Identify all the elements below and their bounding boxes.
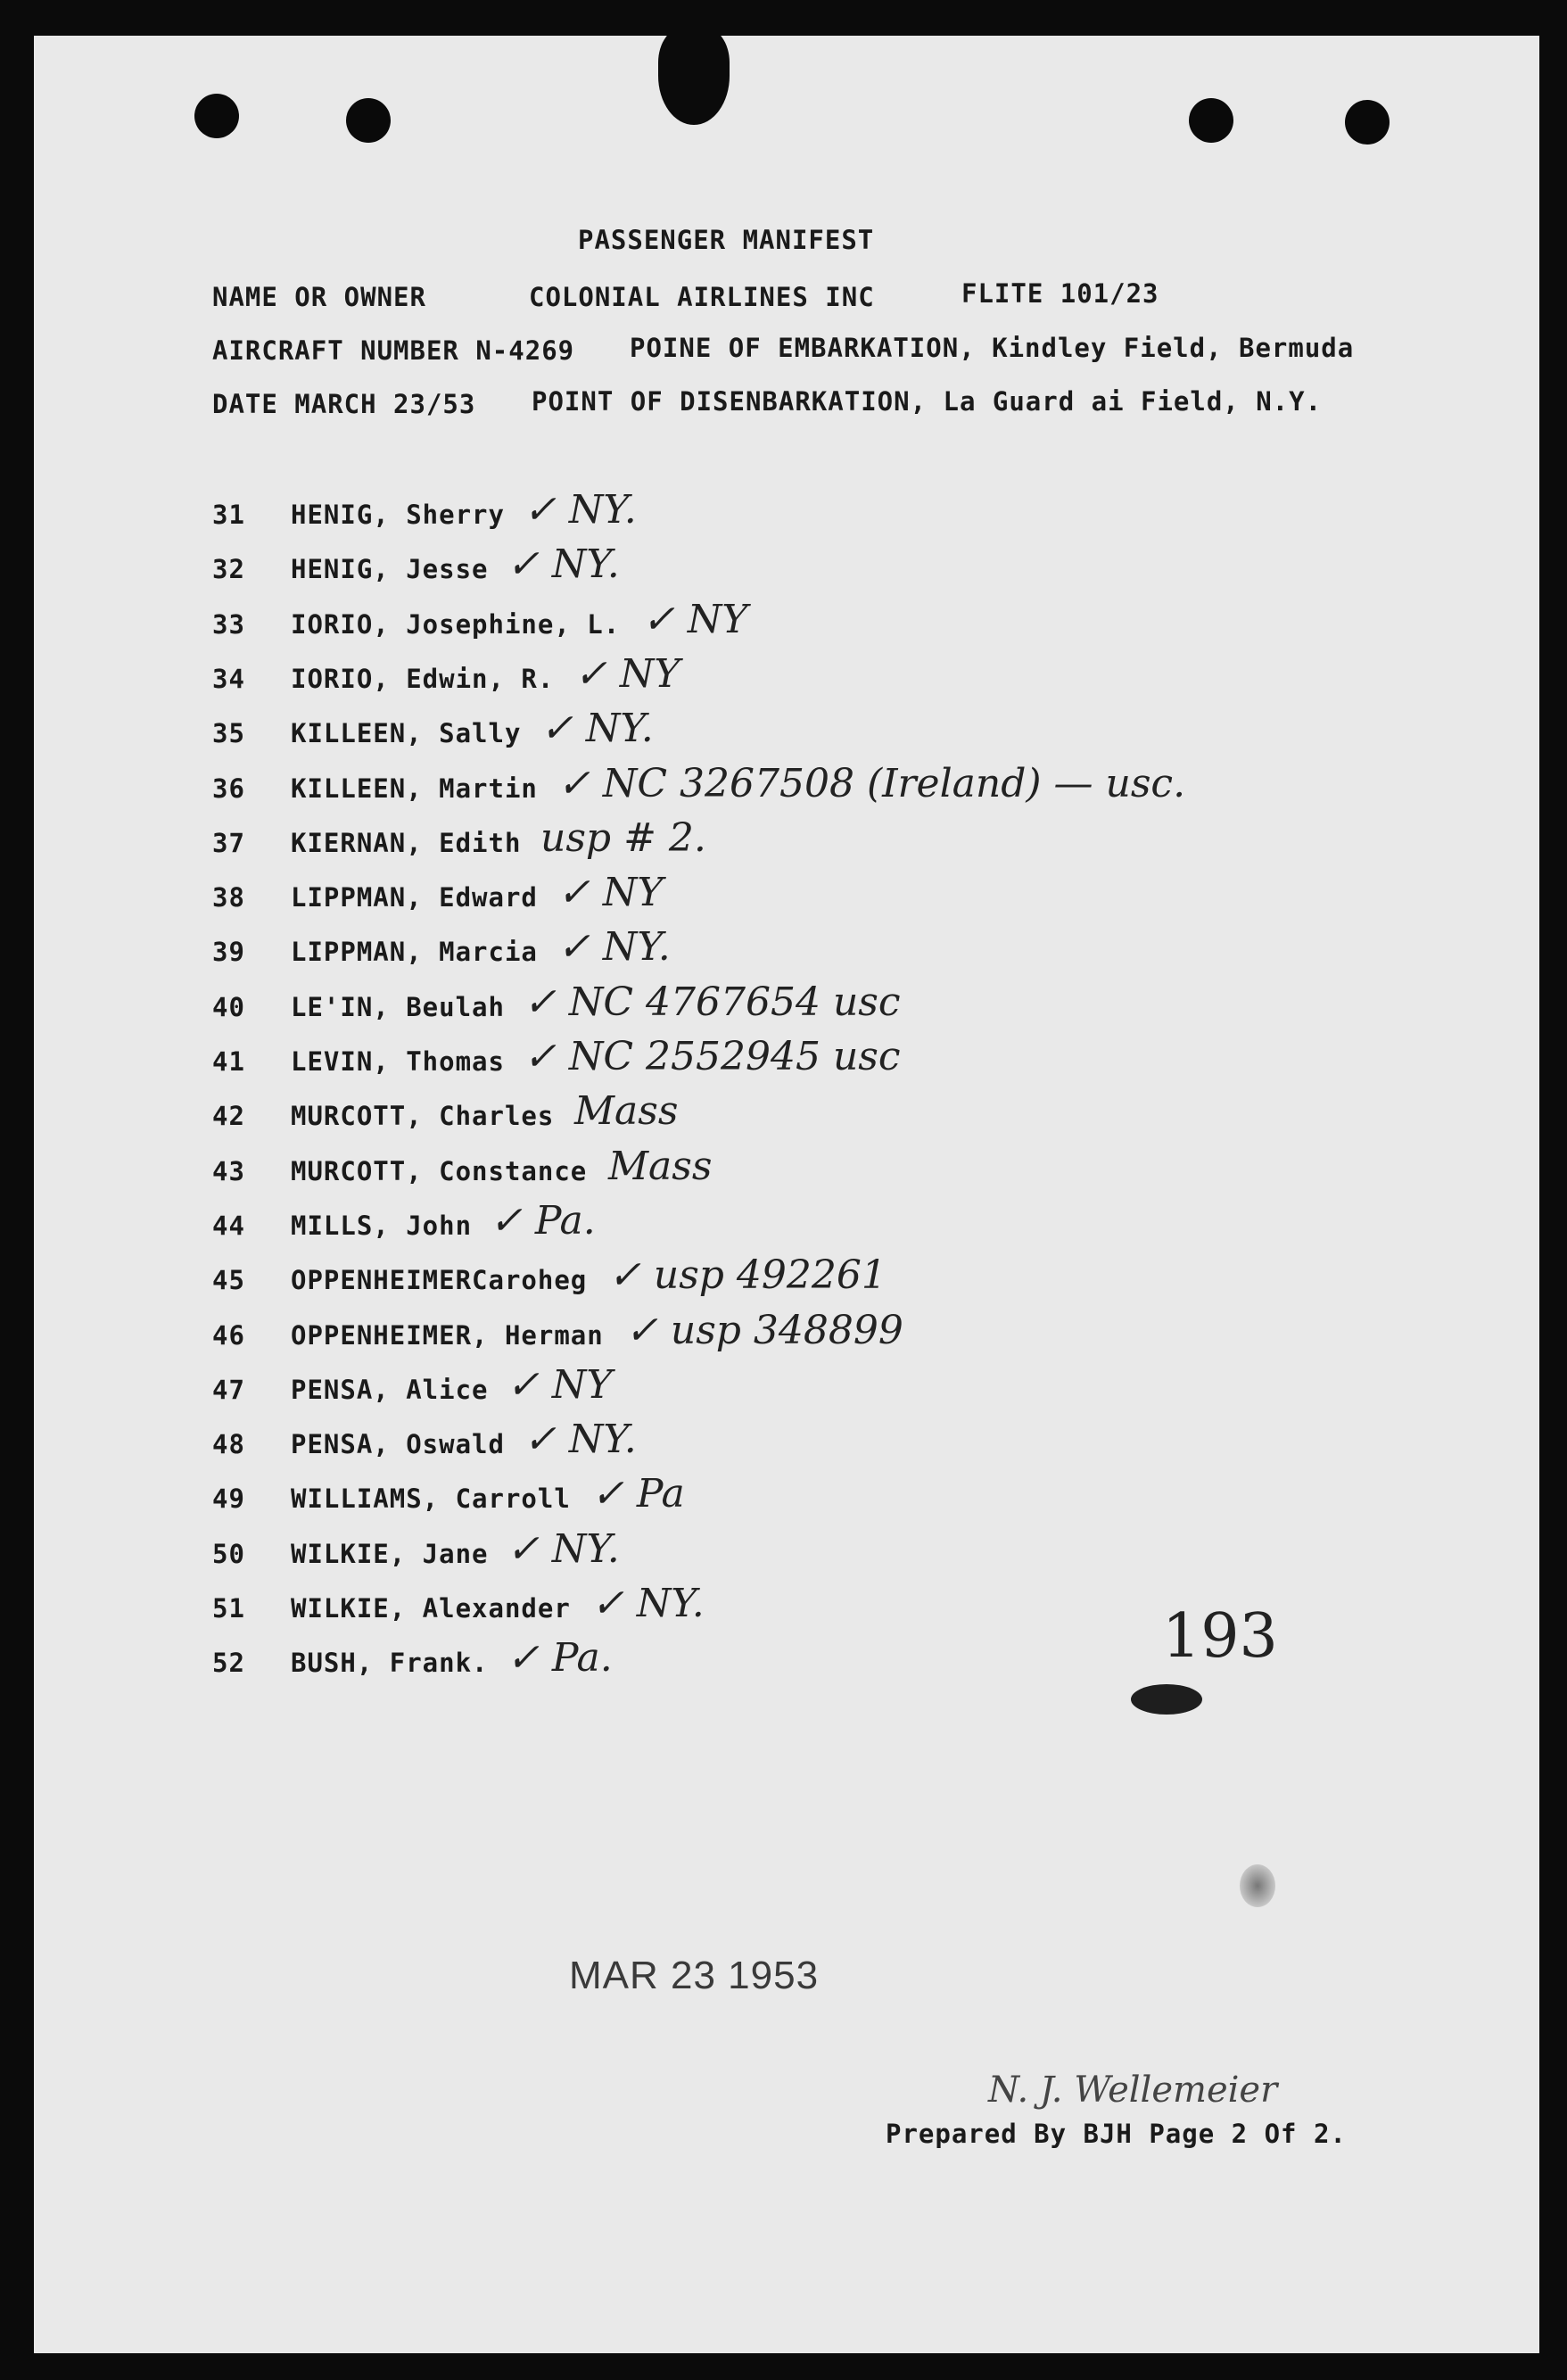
passenger-number: 50 bbox=[212, 1538, 245, 1569]
passenger-number: 51 bbox=[212, 1593, 245, 1624]
smudge bbox=[1240, 1864, 1275, 1907]
punch-hole bbox=[194, 94, 239, 138]
list-item bbox=[212, 1307, 1372, 1365]
signature: N. J. Wellemeier bbox=[988, 2070, 1278, 2111]
passenger-name: MURCOTT, Charles bbox=[291, 1101, 555, 1132]
handwritten-note: ✓ NC 3267508 (Ireland) — usc. bbox=[557, 760, 1186, 806]
handwritten-note: ✓ NY. bbox=[524, 1417, 637, 1463]
passenger-number: 45 bbox=[212, 1265, 245, 1296]
handwritten-note: Mass bbox=[574, 1088, 679, 1135]
point-of-disembarkation: POINT OF DISENBARKATION, La Guard ai Field, N.Y. bbox=[532, 386, 1323, 417]
passenger-name: KILLEEN, Martin bbox=[291, 773, 538, 804]
ink-blot bbox=[1131, 1684, 1202, 1715]
list-item bbox=[212, 650, 1372, 708]
list-item bbox=[212, 487, 1372, 544]
passenger-name: LE'IN, Beulah bbox=[291, 991, 505, 1022]
passenger-number: 37 bbox=[212, 827, 245, 858]
handwritten-note: ✓ usp 492261 bbox=[608, 1252, 887, 1299]
owner-value: COLONIAL AIRLINES INC bbox=[529, 282, 875, 312]
passenger-name: LIPPMAN, Marcia bbox=[291, 937, 538, 968]
handwritten-note: ✓ NC 4767654 usc bbox=[524, 979, 901, 1025]
list-item bbox=[212, 1143, 1372, 1201]
list-item bbox=[212, 1471, 1372, 1528]
handwritten-note: ✓ NY. bbox=[507, 541, 620, 588]
list-item bbox=[212, 1417, 1372, 1474]
passenger-name: IORIO, Edwin, R. bbox=[291, 663, 555, 694]
passenger-number: 40 bbox=[212, 991, 245, 1022]
passenger-number: 48 bbox=[212, 1429, 245, 1460]
handwritten-note: ✓ NY. bbox=[591, 1581, 705, 1626]
handwritten-note: ✓ Pa bbox=[591, 1471, 685, 1517]
manifest-page bbox=[34, 36, 1539, 2353]
passenger-number: 49 bbox=[212, 1483, 245, 1515]
passenger-name: MURCOTT, Constance bbox=[291, 1155, 588, 1186]
punch-hole bbox=[1189, 98, 1233, 143]
passenger-number: 47 bbox=[212, 1374, 245, 1405]
handwritten-note: ✓ NC 2552945 usc bbox=[524, 1034, 901, 1079]
passenger-name: HENIG, Sherry bbox=[291, 500, 505, 530]
punch-hole bbox=[346, 98, 391, 143]
passenger-number: 39 bbox=[212, 937, 245, 968]
passenger-name: IORIO, Josephine, L. bbox=[291, 608, 621, 640]
passenger-number: 32 bbox=[212, 554, 245, 585]
point-of-embarkation: POINE OF EMBARKATION, Kindley Field, Bermuda bbox=[630, 333, 1355, 363]
handwritten-note: ✓ Pa. bbox=[507, 1635, 613, 1682]
passenger-name: OPPENHEIMERCaroheg bbox=[291, 1265, 588, 1296]
handwritten-note: usp # 2. bbox=[540, 814, 706, 861]
passenger-number: 52 bbox=[212, 1648, 245, 1679]
handwritten-note: ✓ NY bbox=[557, 870, 664, 916]
list-item bbox=[212, 1525, 1372, 1583]
date-stamp: MAR 23 1953 bbox=[569, 1954, 820, 1997]
handwritten-note: ✓ NY. bbox=[524, 487, 637, 533]
passenger-name: MILLS, John bbox=[291, 1210, 473, 1241]
name-owner-label: NAME OR OWNER bbox=[212, 282, 426, 312]
passenger-name: OPPENHEIMER, Herman bbox=[291, 1319, 604, 1351]
passenger-name: HENIG, Jesse bbox=[291, 554, 489, 585]
passenger-number: 31 bbox=[212, 500, 245, 530]
passenger-name: LEVIN, Thomas bbox=[291, 1046, 505, 1077]
passenger-number: 35 bbox=[212, 718, 245, 749]
list-item bbox=[212, 541, 1372, 599]
passenger-name: WILKIE, Alexander bbox=[291, 1593, 571, 1624]
aircraft-number: AIRCRAFT NUMBER N-4269 bbox=[212, 335, 575, 366]
list-item bbox=[212, 814, 1372, 872]
handwritten-note: ✓ NY bbox=[574, 650, 680, 697]
passenger-name: WILKIE, Jane bbox=[291, 1538, 489, 1569]
manifest-date: DATE MARCH 23/53 bbox=[212, 389, 476, 419]
page-number: 193 bbox=[1162, 1601, 1278, 1672]
passenger-number: 43 bbox=[212, 1155, 245, 1186]
paper-tear bbox=[658, 36, 730, 125]
handwritten-note: ✓ NY. bbox=[540, 706, 654, 752]
handwritten-note: ✓ NY. bbox=[507, 1525, 620, 1572]
punch-hole bbox=[1345, 100, 1390, 145]
handwritten-note: ✓ NY bbox=[642, 596, 748, 642]
passenger-number: 36 bbox=[212, 773, 245, 804]
passenger-number: 46 bbox=[212, 1319, 245, 1351]
footer-prepared-by: Prepared By BJH Page 2 Of 2. bbox=[886, 2119, 1347, 2149]
list-item bbox=[212, 1361, 1372, 1419]
list-item bbox=[212, 924, 1372, 981]
list-item bbox=[212, 760, 1372, 818]
list-item bbox=[212, 1252, 1372, 1310]
passenger-name: PENSA, Alice bbox=[291, 1374, 489, 1405]
passenger-number: 41 bbox=[212, 1046, 245, 1077]
passenger-name: BUSH, Frank. bbox=[291, 1648, 489, 1679]
passenger-name: KILLEEN, Sally bbox=[291, 718, 522, 749]
list-item bbox=[212, 706, 1372, 763]
passenger-number: 38 bbox=[212, 882, 245, 913]
handwritten-note: ✓ NY. bbox=[557, 924, 671, 971]
passenger-number: 42 bbox=[212, 1101, 245, 1132]
handwritten-note: Mass bbox=[608, 1143, 713, 1189]
handwritten-note: ✓ NY bbox=[507, 1361, 613, 1408]
list-item bbox=[212, 596, 1372, 654]
list-item bbox=[212, 1034, 1372, 1091]
handwritten-note: ✓ Pa. bbox=[490, 1197, 596, 1244]
passenger-name: PENSA, Oswald bbox=[291, 1429, 505, 1460]
passenger-name: LIPPMAN, Edward bbox=[291, 882, 538, 913]
handwritten-note: ✓ usp 348899 bbox=[625, 1307, 903, 1353]
passenger-name: WILLIAMS, Carroll bbox=[291, 1483, 571, 1515]
passenger-name: KIERNAN, Edith bbox=[291, 827, 522, 858]
flite-value: FLITE 101/23 bbox=[961, 278, 1159, 309]
passenger-number: 44 bbox=[212, 1210, 245, 1241]
list-item bbox=[212, 979, 1372, 1037]
list-item bbox=[212, 1088, 1372, 1145]
list-item bbox=[212, 1197, 1372, 1255]
list-item bbox=[212, 870, 1372, 927]
passenger-number: 34 bbox=[212, 663, 245, 694]
page-title: PASSENGER MANIFEST bbox=[578, 225, 875, 255]
passenger-number: 33 bbox=[212, 608, 245, 640]
